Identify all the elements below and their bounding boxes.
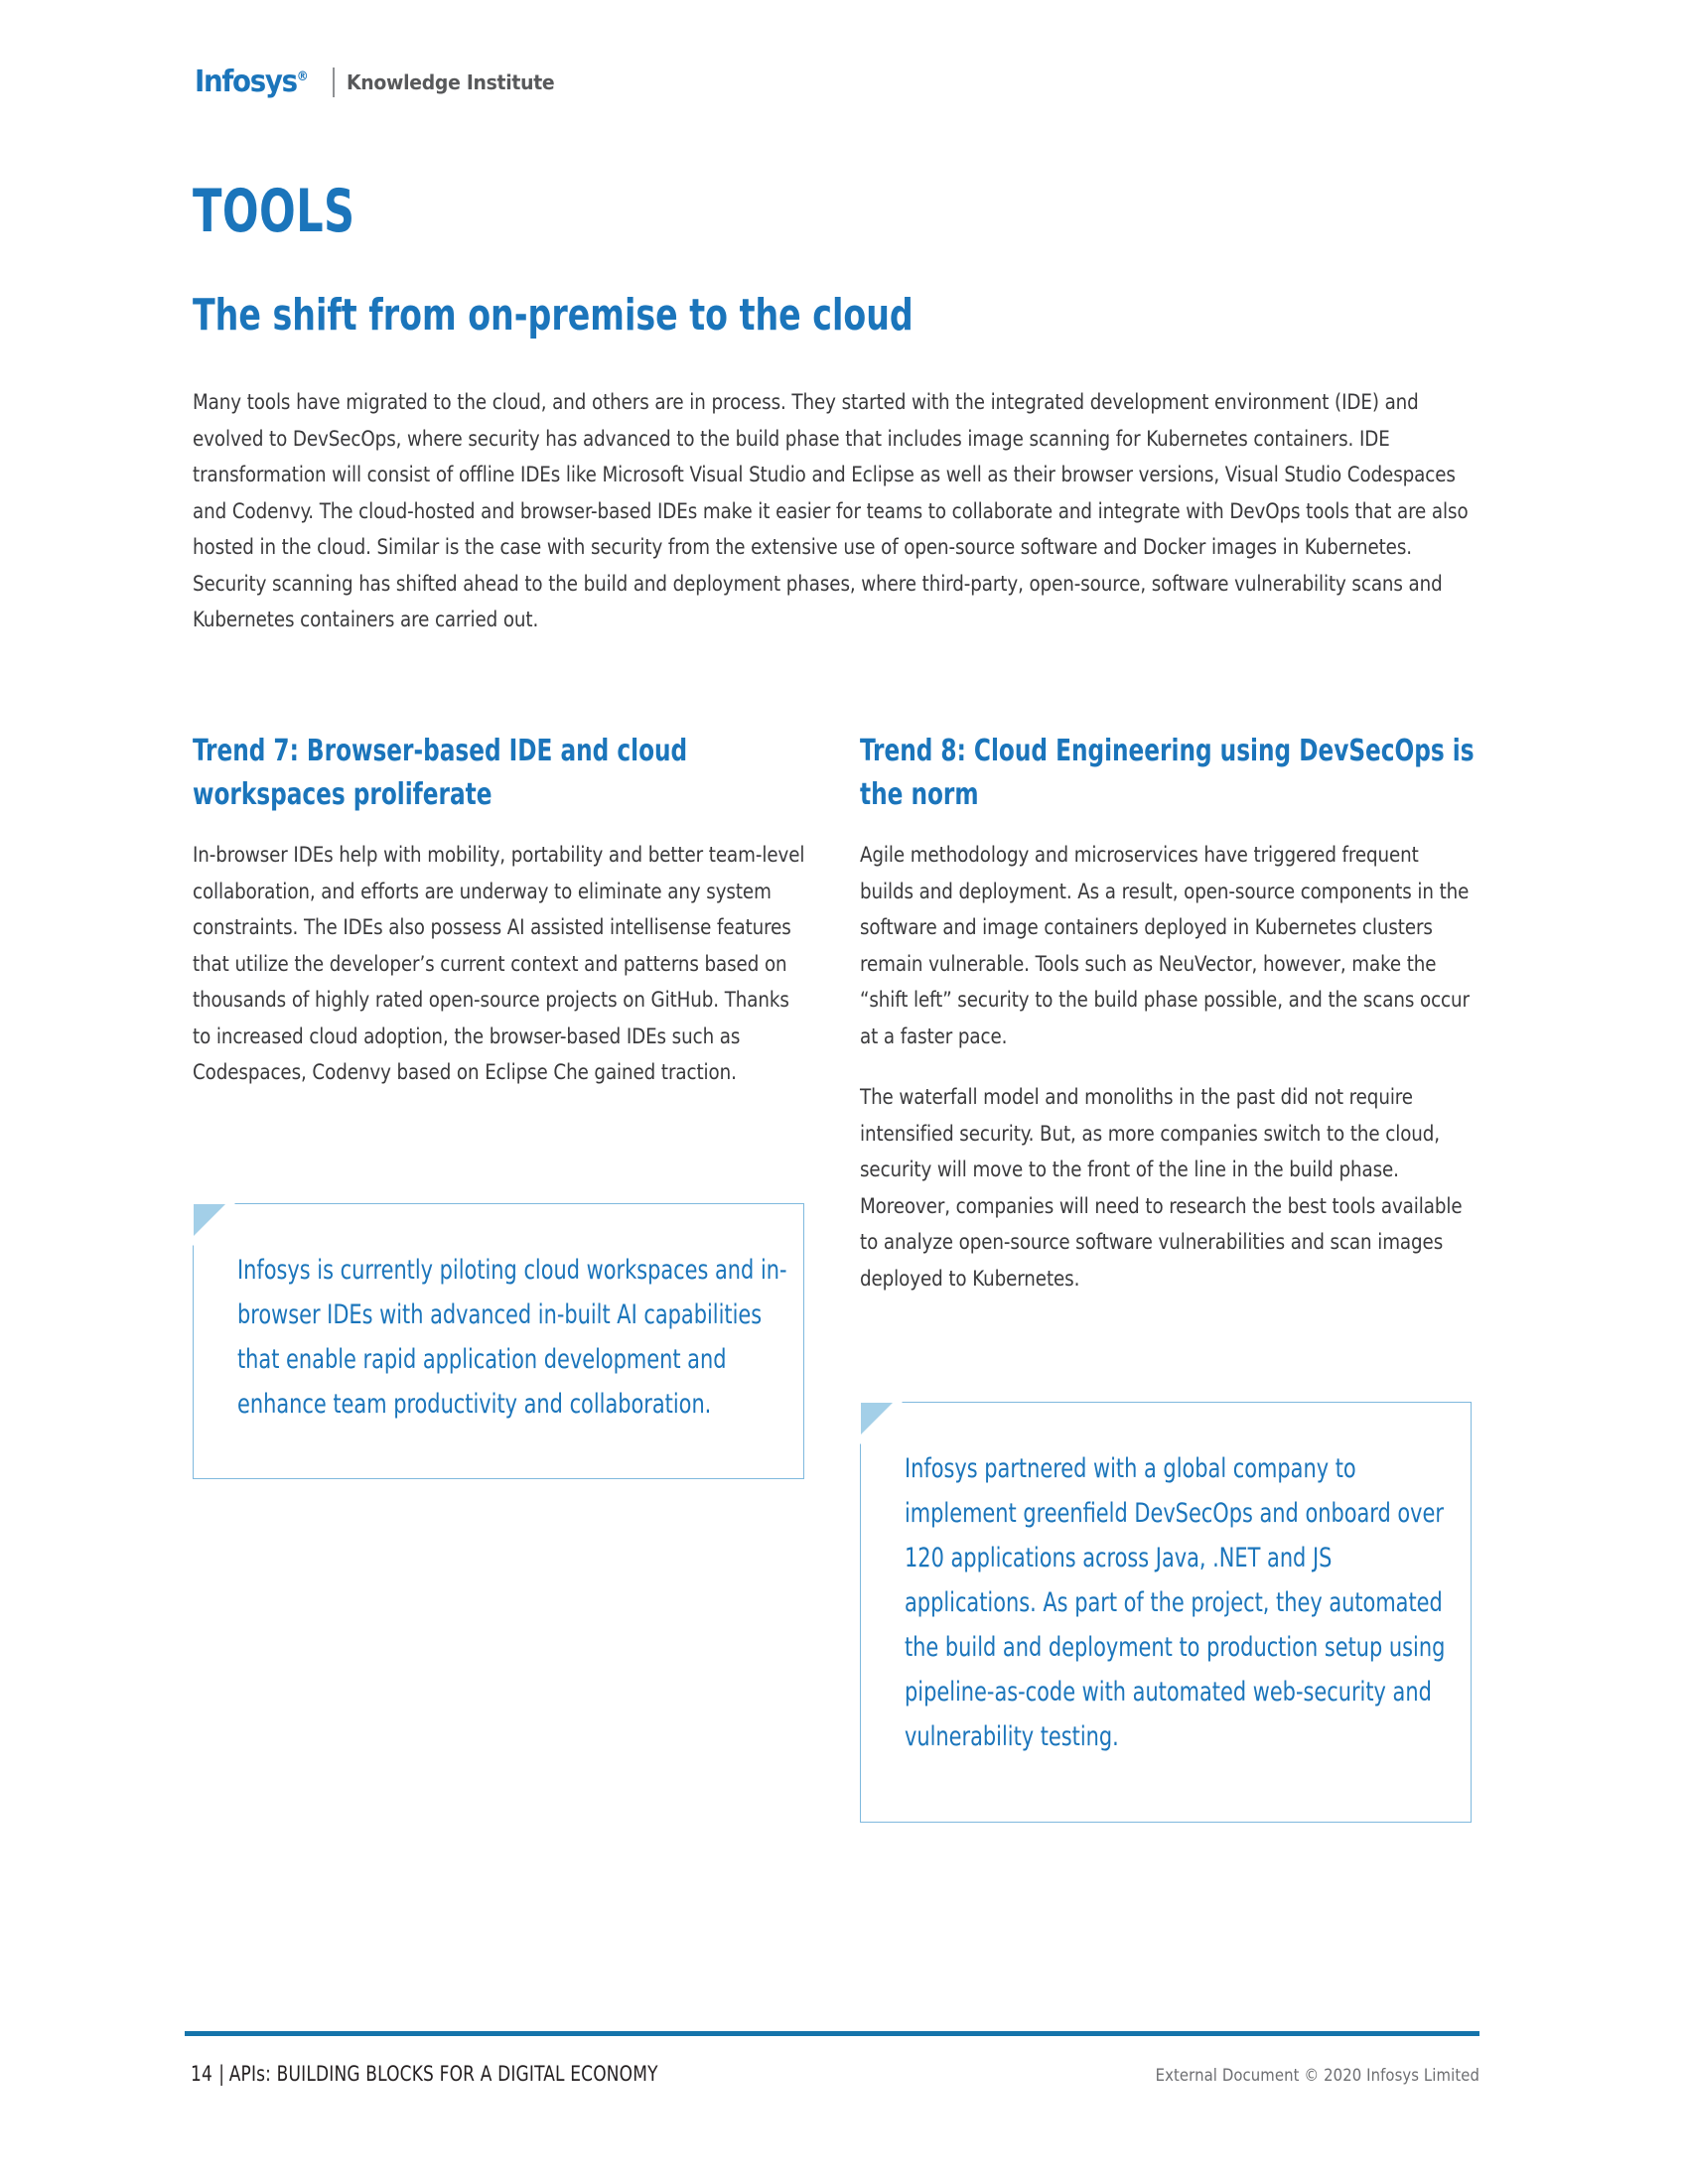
callout-trend-7-text: Infosys is currently piloting cloud workspaces and in-browser IDEs with advanced in-built AI capabilities that enable rapid application development and enhance team productivity and collaboration. — [237, 1255, 787, 1420]
footer-document-reference — [191, 2062, 658, 2086]
callout-trend-8-text: Infosys partnered with a global company to implement greenfield DevSecOps and onboard over 120 applications across Java, .NET and JS applications. As part of the project, they automated the build and deployment to production setup using pipeline-as-code with automated web-security and vulnerability testing. — [905, 1453, 1446, 1752]
page-title: TOOLS — [193, 177, 355, 246]
trend-8-paragraph-2: The waterfall model and monoliths in the past did not require intensified security. But, as more companies switch to the cloud, security will move to the front of the line in the build phase. Moreover, companies will need to research the best tools available to analyze open-source software vulnerabilities and scan images deployed to Kubernetes. — [860, 1085, 1463, 1292]
logo-divider — [333, 68, 335, 97]
knowledge-institute-label: Knowledge Institute — [346, 70, 555, 94]
trend-7-heading: Trend 7: Browser-based IDE and cloud workspaces proliferate — [193, 734, 688, 812]
masthead-logo — [195, 62, 567, 103]
callout-fold-corner-icon — [861, 1403, 893, 1434]
footer-document-title: APIs: BUILDING BLOCKS FOR A DIGITAL ECONOMY — [228, 2062, 658, 2086]
callout-box-trend-7 — [193, 1203, 804, 1479]
footer-copyright: External Document © 2020 Infosys Limited — [1155, 2066, 1479, 2085]
column-left — [193, 730, 808, 1092]
infosys-wordmark — [195, 65, 309, 99]
footer-separator: | — [218, 2062, 225, 2086]
trend-7-paragraph-1: In-browser IDEs help with mobility, portability and better team-level collaboration, and efforts are underway to eliminate any system constraints. The IDEs also possess AI assisted intellisense features that utilize the developer’s current context and patterns based on thousands of highly rated open-source projects on GitHub. Thanks to increased cloud adoption, the browser-based IDEs such as Codespaces, Codenvy based on Eclipse Che gained traction. — [193, 843, 805, 1085]
footer-page-number: 14 — [191, 2062, 212, 2086]
trend-8-heading: Trend 8: Cloud Engineering using DevSecOps is the norm — [860, 734, 1475, 812]
infosys-wordmark-text: Infosys — [195, 65, 297, 99]
registered-trademark-icon: ® — [296, 69, 309, 84]
footer-divider — [185, 2031, 1479, 2036]
intro-paragraph: Many tools have migrated to the cloud, and others are in process. They started with the integrated development environment (IDE) and evolved to DevSecOps, where security has advanced to the build phase that includes image scanning for Kubernetes containers. IDE transformation will consist of offline IDEs like Microsoft Visual Studio and Eclipse as well as their browser versions, Visual Studio Codespaces and Codenvy. The cloud-hosted and browser-based IDEs make it easier for teams to collaborate and integrate with DevOps tools that are also hosted in the cloud. Similar is the case with security from the extensive use of open-source software and Docker images in Kubernetes. Security scanning has shifted ahead to the build and deployment phases, where third-party, open-source, software vulnerability scans and Kubernetes containers are carried out. — [193, 390, 1469, 632]
trend-8-paragraph-1: Agile methodology and microservices have triggered frequent builds and deployment. As a result, open-source components in the software and image containers deployed in Kubernetes clusters remain vulnerable. Tools such as NeuVector, however, make the “shift left” security to the build phase possible, and the scans occur at a faster pace. — [860, 843, 1470, 1049]
column-right — [860, 730, 1476, 1297]
callout-box-trend-8 — [860, 1402, 1472, 1823]
page-subtitle: The shift from on-premise to the cloud — [193, 290, 914, 341]
callout-fold-corner-icon — [194, 1204, 225, 1236]
